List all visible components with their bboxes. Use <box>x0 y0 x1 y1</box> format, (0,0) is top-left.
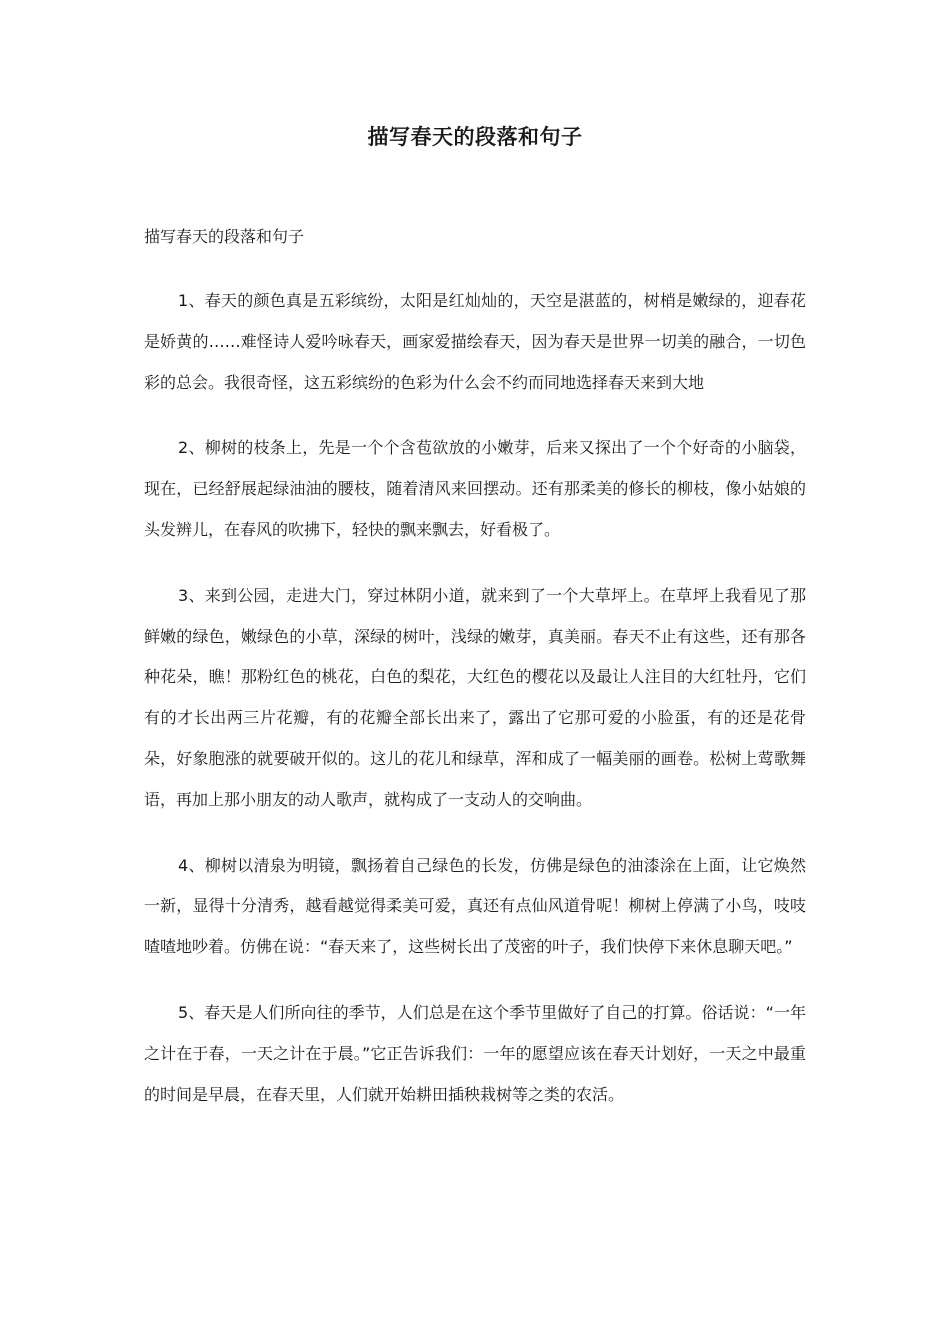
paragraph-4: 4、柳树以清泉为明镜，飘扬着自己绿色的长发，仿佛是绿色的油漆涂在上面，让它焕然一新，显得十分清秀，越看越觉得柔美可爱，真还有点仙风道骨呢！柳树上停满了小鸟，吱吱喳喳地吵着。仿佛在说：“春天来了，这些树长出了茂密的叶子，我们快停下来休息聊天吧。” <box>144 855 806 957</box>
document-body <box>144 281 806 1140</box>
paragraph-3: 3、来到公园，走进大门，穿过林阴小道，就来到了一个大草坪上。在草坪上我看见了那鲜嫩的绿色，嫩绿色的小草，深绿的树叶，浅绿的嫩芽，真美丽。春天不止有这些，还有那各种花朵，瞧！那粉红色的桃花，白色的梨花，大红色的樱花以及最让人注目的大红牡丹，它们有的才长出两三片花瓣，有的花瓣全部长出来了，露出了它那可爱的小脸蛋，有的还是花骨朵，好象胞涨的就要破开似的。这儿的花儿和绿草，浑和成了一幅美丽的画卷。松树上莺歌舞语，再加上那小朋友的动人歌声，就构成了一支动人的交响曲。 <box>144 585 806 809</box>
paragraph-2: 2、柳树的枝条上，先是一个个含苞欲放的小嫩芽，后来又探出了一个个好奇的小脑袋，现在，已经舒展起绿油油的腰枝，随着清风来回摆动。还有那柔美的修长的柳枝，像小姑娘的头发辨儿，在春风的吹拂下，轻快的飘来飘去，好看极了。 <box>144 438 806 539</box>
document-title: 描写春天的段落和句子 <box>367 124 583 149</box>
paragraph-1: 1、春天的颜色真是五彩缤纷，太阳是红灿灿的，天空是湛蓝的，树梢是嫩绿的，迎春花是娇黄的……难怪诗人爱吟咏春天，画家爱描绘春天，因为春天是世界一切美的融合，一切色彩的总会。我很奇怪，这五彩缤纷的色彩为什么会不约而同地选择春天来到大地 <box>144 291 806 392</box>
paragraph-5: 5、春天是人们所向往的季节，人们总是在这个季节里做好了自己的打算。俗话说：“一年之计在于春，一天之计在于晨。”它正告诉我们：一年的愿望应该在春天计划好，一天之中最重的时间是早晨，在春天里，人们就开始耕田插秧栽树等之类的农活。 <box>144 1002 806 1104</box>
document-subtitle: 描写春天的段落和句子 <box>144 227 305 246</box>
